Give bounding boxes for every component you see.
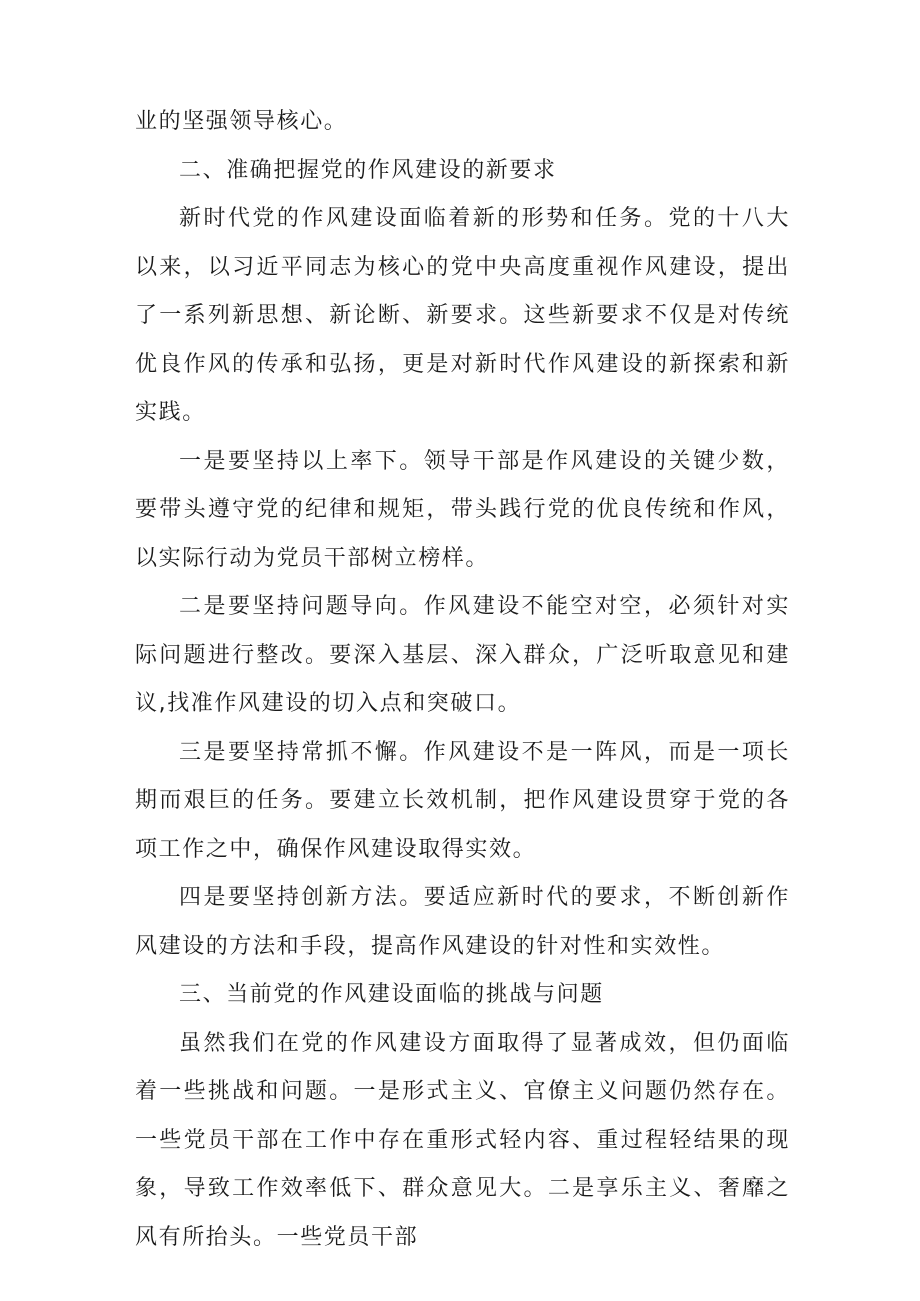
paragraph: 四是要坚持创新方法。要适应新时代的要求，不断创新作风建设的方法和手段，提高作风建设的针对性和实效性。 [135, 885, 790, 959]
paragraph: 新时代党的作风建设面临着新的形势和任务。党的十八大以来，以习近平同志为核心的党中央高度重视作风建设，提出了一系列新思想、新论断、新要求。这些新要求不仅是对传统优良作风的传承和弘扬，更是对新时代作风建设的新探索和新实践。 [135, 206, 790, 425]
paragraph-continuation: 业的坚强领导核心。 [135, 109, 348, 134]
section-heading-3: 三、当前党的作风建设面临的挑战与问题 [179, 982, 604, 1007]
paragraph: 虽然我们在党的作风建设方面取得了显著成效，但仍面临着一些挑战和问题。一是形式主义、官僚主义问题仍然存在。一些党员干部在工作中存在重形式轻内容、重过程轻结果的现象，导致工作效率低下、群众意见大。二是享乐主义、奢靡之风有所抬头。一些党员干部 [135, 1030, 790, 1250]
document-body [135, 98, 790, 1262]
paragraph: 一是要坚持以上率下。领导干部是作风建设的关键少数，要带头遵守党的纪律和规矩，带头践行党的优良传统和作风，以实际行动为党员干部树立榜样。 [135, 448, 790, 571]
paragraph: 二是要坚持问题导向。作风建设不能空对空，必须针对实际问题进行整改。要深入基层、深入群众，广泛听取意见和建议,找准作风建设的切入点和突破口。 [135, 594, 790, 716]
section-heading-2: 二、准确把握党的作风建设的新要求 [179, 157, 557, 183]
paragraph: 三是要坚持常抓不懈。作风建设不是一阵风，而是一项长期而艰巨的任务。要建立长效机制，把作风建设贯穿于党的各项工作之中，确保作风建设取得实效。 [135, 739, 790, 862]
